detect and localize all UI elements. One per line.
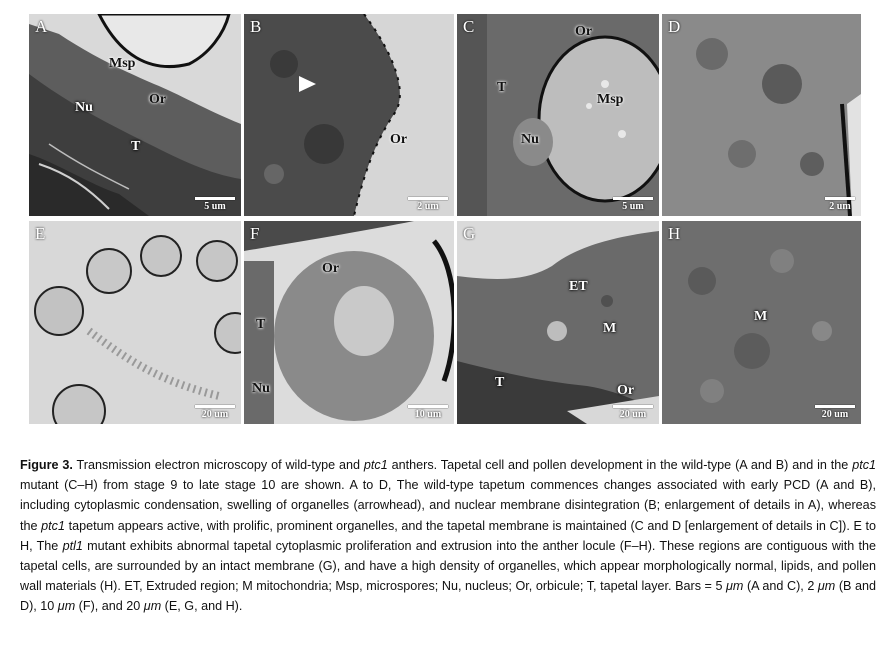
annotation-nu: Nu — [521, 132, 539, 147]
caption-text: Transmission electron microscopy of wild-type and — [72, 458, 364, 472]
gene-name: ptc1 — [41, 518, 65, 533]
scale-bar — [195, 405, 235, 420]
scale-bar — [408, 405, 448, 420]
annotation-t: T — [256, 317, 266, 332]
caption-text: (A and C), 2 — [743, 579, 818, 594]
annotation-t: T — [495, 375, 505, 390]
scale-bar — [613, 405, 653, 420]
annotation-nu: Nu — [252, 381, 270, 396]
figure-caption — [20, 455, 876, 617]
scale-bar-label: 20 um — [619, 409, 647, 420]
scale-bar — [408, 197, 448, 212]
panel-label: C — [463, 17, 475, 36]
caption-text: anthers. Tapetal cell and pollen development in the wild-type (A and B) and in the — [387, 458, 853, 472]
annotation-t: T — [131, 139, 141, 154]
panel-label: H — [668, 224, 681, 243]
scale-bar-label: 2 um — [417, 201, 439, 212]
panel-h — [662, 221, 861, 424]
annotation-or: Or — [322, 261, 340, 276]
caption-text: tapetum appears active, with prolific, prominent organelles, and the tapetal membrane is maintained (C and D [enlargement of details in C]). E to H, The — [20, 518, 876, 553]
unit: μm — [143, 599, 162, 614]
caption-text: (B and D), 10 — [20, 579, 876, 614]
panel-e-micrograph — [29, 221, 241, 424]
scale-bar — [825, 197, 855, 212]
panel-e — [29, 221, 241, 424]
scale-bar-label: 2 um — [829, 201, 851, 212]
panel-label: B — [250, 17, 262, 36]
scale-bar — [815, 405, 855, 420]
panel-a-micrograph — [29, 14, 241, 216]
scale-bar-label: 5 um — [622, 201, 644, 212]
annotation-or: Or — [575, 24, 593, 39]
scale-bar — [195, 197, 235, 212]
annotation-et: ET — [569, 279, 588, 294]
panel-b-micrograph — [244, 14, 454, 216]
annotation-m: M — [754, 309, 768, 324]
caption-text: mutant (C–H) from stage 9 to late stage 10 are shown. A to D, The wild-type tapetum commences changes associated with early PCD (A and B), including cytoplasmic condensation, swelling of organelles (arrowhead), and nuclear membrane disintegration (B; enlargement of details in A), whereas the — [20, 478, 876, 533]
annotation-or: Or — [149, 92, 167, 107]
panel-label: G — [463, 224, 476, 243]
caption-text: (E, G, and H). — [161, 599, 243, 614]
unit: μm — [726, 579, 744, 594]
panel-g — [457, 221, 659, 424]
panel-b — [244, 14, 454, 216]
scale-bar-label: 20 um — [821, 409, 849, 420]
panel-label: E — [35, 224, 46, 243]
scale-bar-label: 5 um — [204, 201, 226, 212]
panel-f — [244, 221, 454, 424]
scale-bar — [613, 197, 653, 212]
gene-name: ptc1 — [363, 458, 388, 472]
gene-name: ptl1 — [62, 538, 83, 553]
figure-label: Figure 3. — [20, 458, 73, 472]
annotation-m: M — [603, 321, 617, 336]
unit: μm — [57, 599, 76, 614]
annotation-msp: Msp — [597, 92, 624, 107]
panel-a — [29, 14, 241, 216]
annotation-t: T — [497, 80, 507, 95]
panel-label: D — [668, 17, 681, 36]
scale-bar-label: 10 um — [414, 409, 442, 420]
panel-f-micrograph — [244, 221, 454, 424]
panel-d-micrograph — [662, 14, 861, 216]
annotation-msp: Msp — [109, 56, 136, 71]
panel-c — [457, 14, 659, 216]
panel-c-micrograph — [457, 14, 659, 216]
gene-name: ptc1 — [852, 458, 876, 472]
panel-d — [662, 14, 861, 216]
panel-label: A — [35, 17, 48, 36]
annotation-or: Or — [617, 383, 635, 398]
unit: μm — [817, 579, 836, 594]
figure-grid — [29, 14, 861, 424]
caption-text: mutant exhibits abnormal tapetal cytoplasmic proliferation and extrusion into the anther locule (F–H). These regions are contiguous with the tapetal cells, are surrounded by an intact membrane (G), and have a high density of organelles, which appear morphologically normal, lipids, and pollen wall materials (H). ET, Extruded region; M mitochondria; Msp, microspores; Nu, nucleus; Or, orbicule; T, tapetal layer. Bars = 5 — [20, 538, 876, 594]
panel-label: F — [250, 224, 260, 243]
scale-bar-label: 20 um — [201, 409, 229, 420]
annotation-or: Or — [390, 132, 408, 147]
caption-text: (F), and 20 — [75, 599, 144, 614]
annotation-nu: Nu — [75, 100, 93, 115]
